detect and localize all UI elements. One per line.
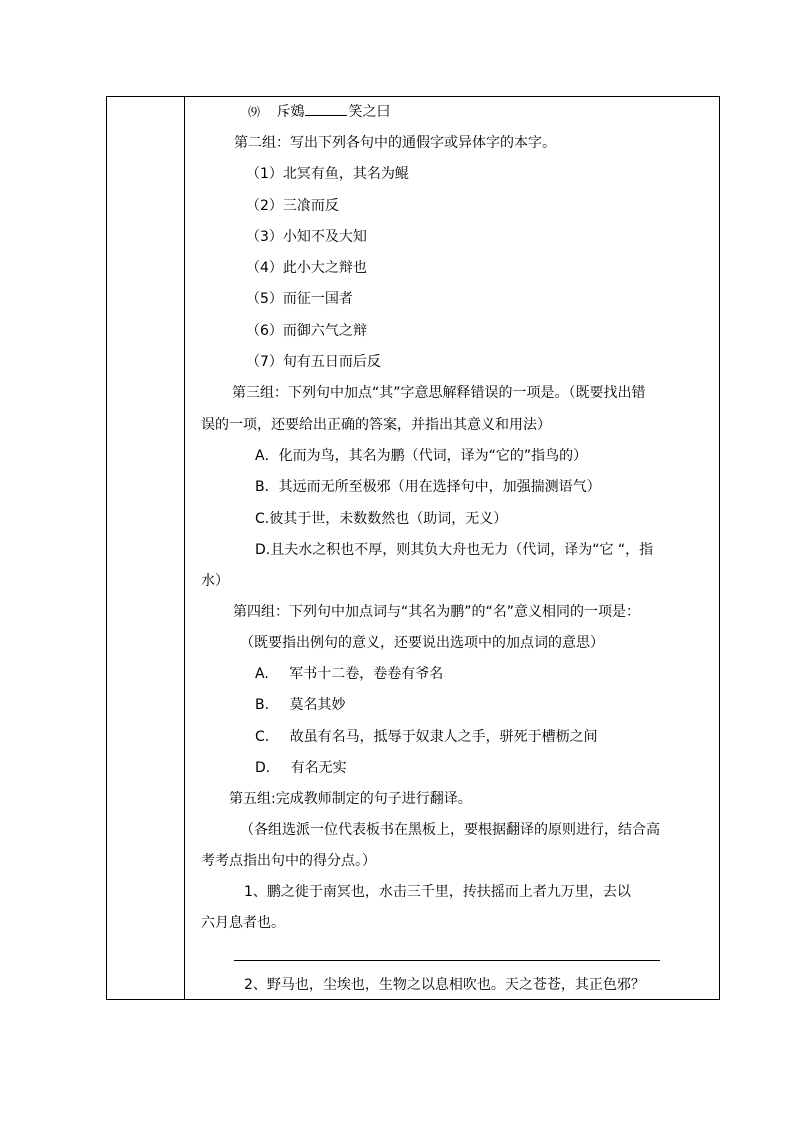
group4-option-d [255,758,347,778]
group4-option-c [255,727,598,747]
question-9 [248,101,390,122]
group3-option-c: C.彼其于世，未数数然也（助词，无义） [255,511,508,527]
translation-sentence-1: 1、鹏之徙于南冥也，水击三千里，抟扶摇而上者九万里，去以 [244,884,631,900]
group4-option-b [255,695,346,715]
option-text: 有名无实 [290,760,347,776]
option-text: 故虽有名马，抵辱于奴隶人之手，骈死于槽枥之间 [289,729,598,745]
q9-text-before: 斥鴳 [276,104,305,120]
option-letter: A. [255,666,269,682]
question-number: ⑼ [248,105,261,119]
group3-option-d: D.且夫水之积也不厚，则其负大舟也无力（代词，译为“它 “，指 [255,542,654,558]
translation-sentence-1-cont: 六月息者也。 [201,915,285,931]
answer-line[interactable] [234,960,660,961]
group2-item: （5）而征一国者 [246,291,353,307]
group3-option-b: B．其远而无所至极邪（用在选择句中，加强揣测语气） [255,479,601,495]
option-text: 莫名其妙 [289,697,346,713]
fill-blank[interactable] [305,101,347,116]
group5-note: （各组选派一位代表板书在黑板上，要根据翻译的原则进行，结合高 [240,822,660,838]
group2-item: （6）而御六气之辩 [246,323,367,339]
left-cell [107,97,184,999]
option-letter: D. [255,760,271,776]
group2-heading: 第二组：写出下列各句中的通假字或异体字的本字。 [234,135,556,151]
group3-option-d-cont: 水） [201,573,229,589]
group3-option-a: A．化而为鸟，其名为鹏（代词，译为“它的”指鸟的） [255,448,588,464]
group2-item: （7）旬有五日而后反 [246,354,381,370]
column-divider [184,96,185,1000]
translation-sentence-2: 2、野马也，尘埃也，生物之以息相吹也。天之苍苍，其正色邪？ [244,977,645,993]
group4-heading: 第四组：下列句中加点词与“其名为鹏”的“名”意义相同的一项是： [233,604,641,620]
group3-heading: 第三组：下列句中加点“其”字意思解释错误的一项是。（既要找出错 [232,385,646,401]
option-letter: C. [255,729,270,745]
group4-heading-cont: （既要指出例句的意义，还要说出选项中的加点词的意思） [240,635,604,651]
group2-item: （1）北冥有鱼，其名为鲲 [246,166,409,182]
option-letter: B. [255,697,270,713]
group2-item: （3）小知不及大知 [246,229,367,245]
group2-item: （4）此小大之辩也 [246,260,367,276]
group3-heading-cont: 误的一项，还要给出正确的答案，并指出其意义和用法） [201,417,551,433]
group5-heading: 第五组:完成教师制定的句子进行翻译。 [229,791,472,807]
group4-option-a [255,664,443,684]
option-text: 军书十二卷，卷卷有爷名 [289,666,444,682]
q9-text-after: 笑之曰 [348,104,391,120]
group5-note-cont: 考考点指出句中的得分点。） [201,853,376,869]
group2-item: （2）三飡而反 [246,198,339,214]
